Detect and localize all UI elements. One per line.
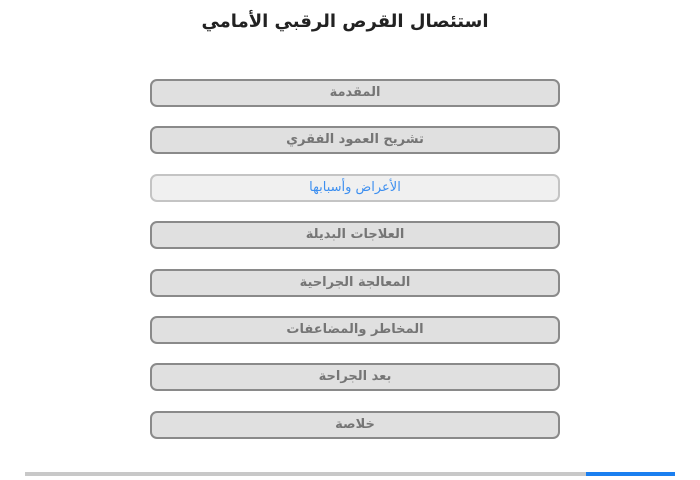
menu-item-surgical-treatment[interactable]: المعالجة الجراحية: [150, 269, 560, 297]
chapter-menu: [150, 79, 560, 458]
progress-bar: [25, 472, 675, 476]
menu-item-introduction[interactable]: المقدمة: [150, 79, 560, 107]
menu-item-summary[interactable]: خلاصة: [150, 411, 560, 439]
progress-bar-fill: [586, 472, 675, 476]
menu-item-after-surgery[interactable]: بعد الجراحة: [150, 363, 560, 391]
menu-item-alternative-treatments[interactable]: العلاجات البديلة: [150, 221, 560, 249]
menu-item-risks-complications[interactable]: المخاطر والمضاعفات: [150, 316, 560, 344]
menu-item-symptoms-causes[interactable]: الأعراض وأسبابها: [150, 174, 560, 202]
menu-item-spine-anatomy[interactable]: تشريح العمود الفقري: [150, 126, 560, 154]
page-title: استئصال القرص الرقبي الأمامي: [201, 11, 489, 32]
